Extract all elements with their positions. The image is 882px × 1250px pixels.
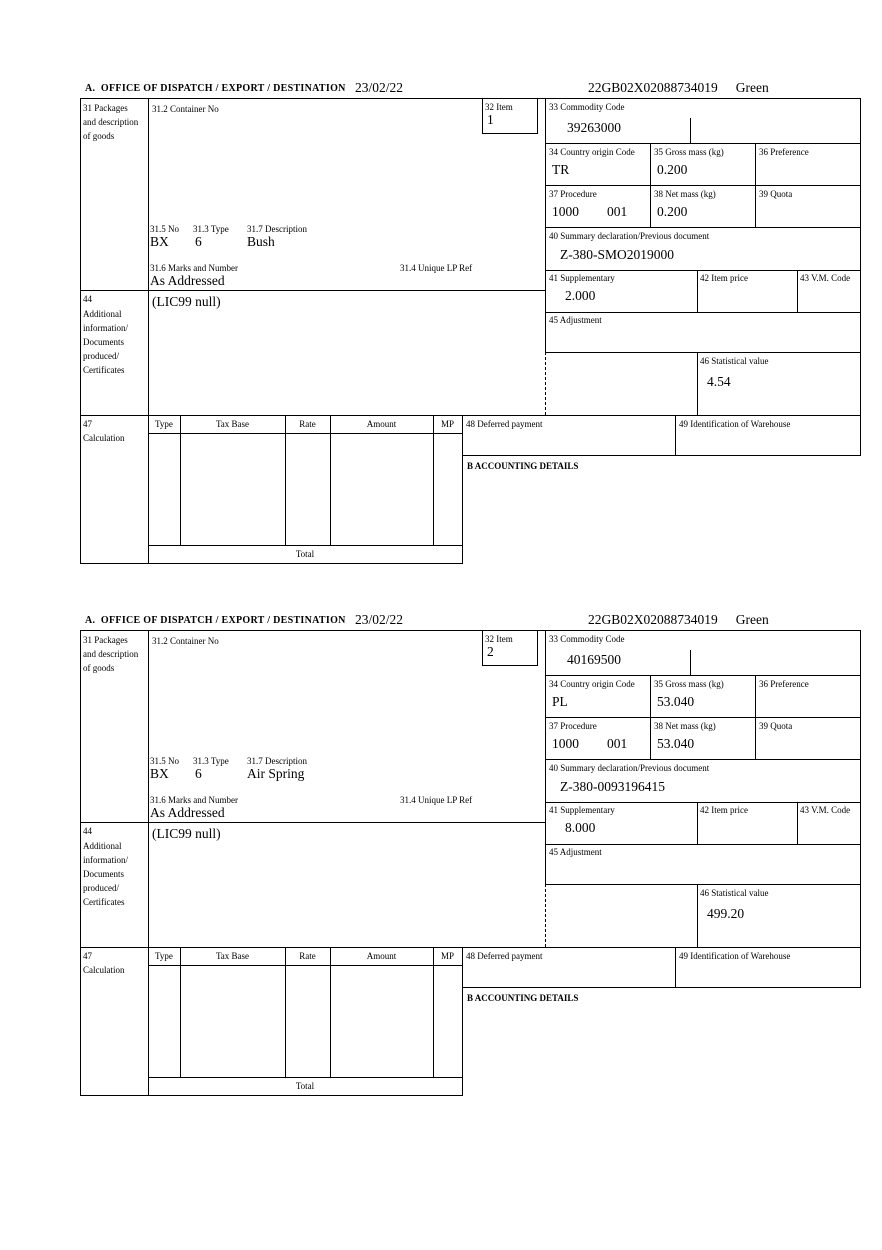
grid-line (545, 185, 861, 186)
grid-line (285, 947, 286, 1077)
box46-statistical-label: 46 Statistical value (700, 888, 769, 898)
box48-deferred-label: 48 Deferred payment (466, 951, 543, 961)
calc-col-amount-header: Amount (366, 419, 397, 429)
grid-line (80, 630, 81, 1095)
grid-line (545, 844, 861, 845)
statistical-value: 499.20 (707, 906, 745, 921)
additional-info-value: (LIC99 null) (152, 826, 221, 841)
box39-quota-label: 39 Quota (759, 189, 793, 199)
grid-line (537, 98, 538, 133)
box34-country-label: 34 Country origin Code (549, 679, 635, 689)
calc-col-type-header: Type (155, 419, 173, 429)
grid-line (462, 947, 463, 1095)
box47-number-label: 47 (83, 951, 92, 961)
grid-line-dashed (545, 884, 546, 947)
marks-value: As Addressed (150, 273, 225, 288)
grid-line (697, 884, 698, 947)
grid-line (148, 1077, 462, 1078)
calc-col-rate-header: Rate (299, 951, 316, 961)
box31-7-description-label: 31.7 Description (247, 224, 307, 234)
grid-line (755, 143, 756, 227)
grid-line (755, 675, 756, 759)
grid-line (462, 987, 861, 988)
grid-line (545, 312, 861, 313)
box40-summary-label: 40 Summary declaration/Previous document (549, 231, 710, 241)
box36-preference-label: 36 Preference (759, 147, 809, 157)
box39-quota-label: 39 Quota (759, 721, 793, 731)
box31-2-container-label: 31.2 Container No (152, 636, 219, 646)
declaration-form-grid (80, 630, 861, 1096)
net-mass-value: 53.040 (657, 736, 695, 751)
grid-line (148, 630, 149, 1095)
box33-commodity-label: 33 Commodity Code (549, 634, 625, 644)
grid-line (675, 947, 676, 987)
grid-line (482, 133, 538, 134)
grid-line (80, 947, 861, 948)
box32-item-label: 32 Item (485, 102, 513, 112)
commodity-code-value: 39263000 (567, 120, 621, 135)
office-of-dispatch-heading: A. OFFICE OF DISPATCH / EXPORT / DESTINATION (85, 615, 346, 626)
calc-col-tax-base-header: Tax Base (215, 419, 250, 429)
grid-line (180, 415, 181, 545)
calc-total-label: Total (295, 1081, 315, 1091)
grid-line (482, 630, 483, 665)
box44-number-label: 44 (83, 294, 92, 304)
grid-line (675, 415, 676, 455)
grid-line (482, 98, 483, 133)
box32-item-label: 32 Item (485, 634, 513, 644)
grid-line (545, 717, 861, 718)
box45-adjustment-label: 45 Adjustment (549, 847, 602, 857)
grid-line (148, 965, 462, 966)
declaration-item-section (80, 80, 861, 564)
box49-warehouse-label: 49 Identification of Warehouse (679, 951, 791, 961)
grid-line (462, 415, 463, 563)
country-origin-value: PL (552, 694, 568, 709)
box31-4-lp-ref-label: 31.4 Unique LP Ref (400, 795, 473, 805)
grid-line (697, 352, 698, 415)
box35-gross-mass-label: 35 Gross mass (kg) (654, 679, 724, 689)
box31-2-container-label: 31.2 Container No (152, 104, 219, 114)
grid-line (285, 415, 286, 545)
calc-total-label: Total (295, 549, 315, 559)
declaration-reference (588, 612, 769, 628)
box37-procedure-label: 37 Procedure (549, 189, 597, 199)
grid-line (433, 415, 434, 545)
commodity-code-value: 40169500 (567, 652, 621, 667)
box38-net-mass-label: 38 Net mass (kg) (654, 189, 716, 199)
procedure-code-value: 1000 (552, 736, 579, 751)
box47-number-label: 47 (83, 419, 92, 429)
box46-statistical-label: 46 Statistical value (700, 356, 769, 366)
grid-line (545, 675, 861, 676)
goods-description-value: Bush (247, 234, 275, 249)
supplementary-value: 2.000 (565, 288, 596, 303)
declaration-reference (588, 80, 769, 96)
calc-col-tax-base-header: Tax Base (215, 951, 250, 961)
calc-col-amount-header: Amount (366, 951, 397, 961)
country-origin-value: TR (552, 162, 570, 177)
item-number-value: 1 (487, 112, 494, 127)
declaration-date: 23/02/22 (355, 612, 404, 627)
grid-line (80, 630, 861, 631)
box44-additional-info-label: Additional information/ Documents produced/ Certificates (83, 841, 128, 907)
net-mass-value: 0.200 (657, 204, 688, 219)
box33-commodity-label: 33 Commodity Code (549, 102, 625, 112)
box31-7-description-label: 31.7 Description (247, 756, 307, 766)
box37-procedure-label: 37 Procedure (549, 721, 597, 731)
declaration-form-grid (80, 98, 861, 564)
grid-line (545, 227, 861, 228)
box31-4-lp-ref-label: 31.4 Unique LP Ref (400, 263, 473, 273)
grid-line (545, 98, 546, 352)
grid-line (537, 630, 538, 665)
grid-line (545, 352, 861, 353)
grid-line (462, 455, 861, 456)
box48-deferred-label: 48 Deferred payment (466, 419, 543, 429)
box31-6-marks-label: 31.6 Marks and Number (150, 263, 238, 273)
grid-line (80, 822, 545, 823)
grid-line-dashed (545, 352, 546, 415)
box41-supplementary-label: 41 Supplementary (549, 805, 615, 815)
grid-line (148, 433, 462, 434)
routing-status: Green (735, 612, 769, 627)
package-no-value: BX (150, 766, 169, 781)
declaration-date: 23/02/22 (355, 80, 404, 95)
grid-line (80, 290, 545, 291)
grid-line (650, 143, 651, 227)
box43-vm-code-label: 43 V.M. Code (800, 805, 851, 815)
calc-col-mp-header: MP (440, 951, 454, 961)
package-type-value: 6 (195, 766, 202, 781)
box42-item-price-label: 42 Item price (700, 273, 748, 283)
box31-5-no-label: 31.5 No (150, 224, 179, 234)
box43-vm-code-label: 43 V.M. Code (800, 273, 851, 283)
box31-packages-label: 31 Packages and description of goods (83, 103, 139, 141)
office-of-dispatch-heading: A. OFFICE OF DISPATCH / EXPORT / DESTINATION (85, 83, 346, 94)
box31-6-marks-label: 31.6 Marks and Number (150, 795, 238, 805)
box47-calculation-label: Calculation (83, 433, 125, 443)
box47-calculation-label: Calculation (83, 965, 125, 975)
grid-line (797, 270, 798, 312)
statistical-value: 4.54 (707, 374, 731, 389)
grid-line (545, 759, 861, 760)
grid-line (545, 802, 861, 803)
procedure-code-value: 1000 (552, 204, 579, 219)
grid-line (545, 270, 861, 271)
item-number-value: 2 (487, 644, 494, 659)
calc-col-type-header: Type (155, 951, 173, 961)
grid-line (860, 630, 861, 987)
grid-line (860, 98, 861, 455)
mrn-value: 22GB02X02088734019 (588, 80, 718, 95)
commodity-code-tick-line (690, 118, 691, 143)
marks-value: As Addressed (150, 805, 225, 820)
gross-mass-value: 53.040 (657, 694, 695, 709)
box31-3-type-label: 31.3 Type (193, 756, 229, 766)
box44-additional-info-label: Additional information/ Documents produced/ Certificates (83, 309, 128, 375)
grid-line (482, 665, 538, 666)
package-type-value: 6 (195, 234, 202, 249)
grid-line (697, 270, 698, 312)
grid-line (148, 545, 462, 546)
grid-line (330, 415, 331, 545)
box31-5-no-label: 31.5 No (150, 756, 179, 766)
accounting-details-heading: B ACCOUNTING DETAILS (467, 461, 579, 471)
grid-line (180, 947, 181, 1077)
grid-line (697, 802, 698, 844)
declaration-item-section (80, 612, 861, 1096)
grid-line (148, 98, 149, 563)
previous-document-value: Z-380-0093196415 (560, 779, 665, 794)
supplementary-value: 8.000 (565, 820, 596, 835)
box44-number-label: 44 (83, 826, 92, 836)
box49-warehouse-label: 49 Identification of Warehouse (679, 419, 791, 429)
box41-supplementary-label: 41 Supplementary (549, 273, 615, 283)
grid-line (797, 802, 798, 844)
box36-preference-label: 36 Preference (759, 679, 809, 689)
previous-document-value: Z-380-SMO2019000 (560, 247, 674, 262)
grid-line (80, 563, 463, 564)
additional-info-value: (LIC99 null) (152, 294, 221, 309)
grid-line (545, 630, 546, 884)
goods-description-value: Air Spring (247, 766, 305, 781)
mrn-value: 22GB02X02088734019 (588, 612, 718, 627)
box38-net-mass-label: 38 Net mass (kg) (654, 721, 716, 731)
commodity-code-tick-line (690, 650, 691, 675)
grid-line (650, 675, 651, 759)
grid-line (80, 415, 861, 416)
procedure-code2-value: 001 (607, 736, 628, 751)
box40-summary-label: 40 Summary declaration/Previous document (549, 763, 710, 773)
grid-line (545, 884, 861, 885)
box31-packages-label: 31 Packages and description of goods (83, 635, 139, 673)
gross-mass-value: 0.200 (657, 162, 688, 177)
box31-3-type-label: 31.3 Type (193, 224, 229, 234)
routing-status: Green (735, 80, 769, 95)
grid-line (80, 98, 81, 563)
calc-col-mp-header: MP (440, 419, 454, 429)
package-no-value: BX (150, 234, 169, 249)
accounting-details-heading: B ACCOUNTING DETAILS (467, 993, 579, 1003)
grid-line (545, 143, 861, 144)
box45-adjustment-label: 45 Adjustment (549, 315, 602, 325)
procedure-code2-value: 001 (607, 204, 628, 219)
box42-item-price-label: 42 Item price (700, 805, 748, 815)
grid-line (433, 947, 434, 1077)
box35-gross-mass-label: 35 Gross mass (kg) (654, 147, 724, 157)
calc-col-rate-header: Rate (299, 419, 316, 429)
box34-country-label: 34 Country origin Code (549, 147, 635, 157)
grid-line (330, 947, 331, 1077)
grid-line (80, 98, 861, 99)
grid-line (80, 1095, 463, 1096)
